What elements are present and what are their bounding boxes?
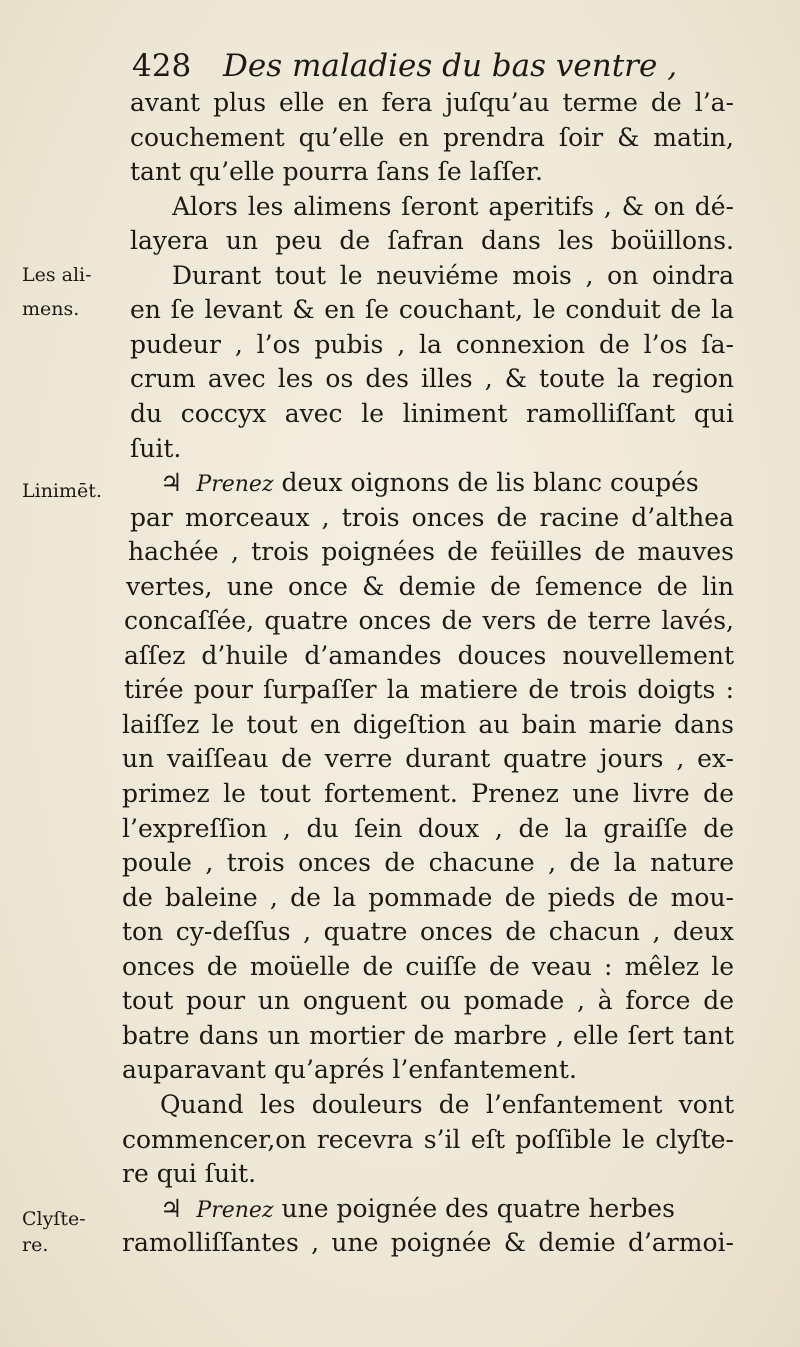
margin-note: mens. (22, 298, 80, 320)
running-title: Des maladies du bas ventre , (223, 48, 678, 84)
recipe-symbol: ♃ (160, 468, 183, 497)
text-line (160, 1192, 734, 1226)
text-line: aſſez d’huile d’amandes douces nouvellement (124, 641, 734, 670)
text-line: un vaiſſeau de verre durant quatre jours , ex- (122, 744, 734, 773)
text-line: poule , trois onces de chacune , de la nature (122, 848, 734, 877)
text-line: crum avec les os des illes , & toute la region (130, 364, 734, 393)
margin-note: re. (22, 1234, 49, 1256)
text-line: auparavant qu’aprés l’enfantement. (122, 1055, 577, 1084)
text-line: tirée pour ſurpaſſer la matiere de trois doigts : (124, 675, 734, 704)
text-line: couchement qu’elle en prendra ſoir & matin, (130, 123, 734, 152)
line-text: une poignée des quatre herbes (273, 1194, 675, 1223)
text-line: re qui ſuit. (122, 1159, 257, 1188)
text-line: ramolliſſantes , une poignée & demie d’armoi- (122, 1228, 734, 1257)
text-line: tout pour un onguent ou pomade , à force de (122, 986, 734, 1015)
recipe-verb: Prenez (196, 472, 274, 497)
text-line: batre dans un mortier de marbre , elle ſert tant (122, 1021, 734, 1050)
text-line: laiſſez le tout en digeſtion au bain marie dans (122, 710, 734, 739)
text-line: concaſſée, quatre onces de vers de terre lavés, (124, 606, 734, 635)
text-line: Quand les douleurs de l’enfantement vont (160, 1090, 734, 1119)
line-text: deux oignons de lis blanc coupés (273, 468, 699, 497)
text-line: ſuit. (130, 434, 182, 463)
margin-note: Clyſte- (22, 1208, 86, 1230)
text-line: en ſe levant & en ſe couchant, le conduit de la (130, 295, 734, 324)
recipe-symbol: ♃ (160, 1194, 183, 1223)
text-line: onces de moüelle de cuiſſe de veau : mêlez le (122, 952, 734, 981)
margin-note: Linimēt. (22, 480, 102, 502)
page-number: 428 (132, 48, 192, 84)
text-line: vertes, une once & demie de ſemence de lin (126, 572, 734, 601)
text-line: tant qu’elle pourra ſans ſe laſſer. (130, 157, 543, 186)
page-header (132, 44, 742, 88)
text-line: pudeur , l’os pubis , la connexion de l’os ſa- (130, 330, 734, 359)
text-line: du coccyx avec le liniment ramolliſſant qui (130, 399, 734, 428)
text-line: commencer,on recevra s’il eſt poſſible le clyſte- (122, 1125, 734, 1154)
text-line (160, 466, 734, 500)
text-line: primez le tout fortement. Prenez une livre de (122, 779, 734, 808)
recipe-verb: Prenez (196, 1198, 274, 1223)
text-line: ton cy-deſſus , quatre onces de chacun , deux (122, 917, 734, 946)
text-line: l’expreſſion , du ſein doux , de la graiſſe de (122, 814, 734, 843)
text-line: Alors les alimens ſeront aperitifs , & on dé- (172, 192, 734, 221)
text-line: Durant tout le neuviéme mois , on oindra (172, 261, 734, 290)
text-line: de baleine , de la pommade de pieds de mou- (122, 883, 734, 912)
text-line: avant plus elle en fera juſqu’au terme de l’a- (130, 88, 734, 117)
margin-note: Les ali- (22, 264, 92, 286)
text-line: par morceaux , trois onces de racine d’althea (130, 503, 734, 532)
text-line: hachée , trois poignées de feüilles de mauves (128, 537, 734, 566)
text-line: layera un peu de ſafran dans les boüillons. (130, 226, 734, 255)
